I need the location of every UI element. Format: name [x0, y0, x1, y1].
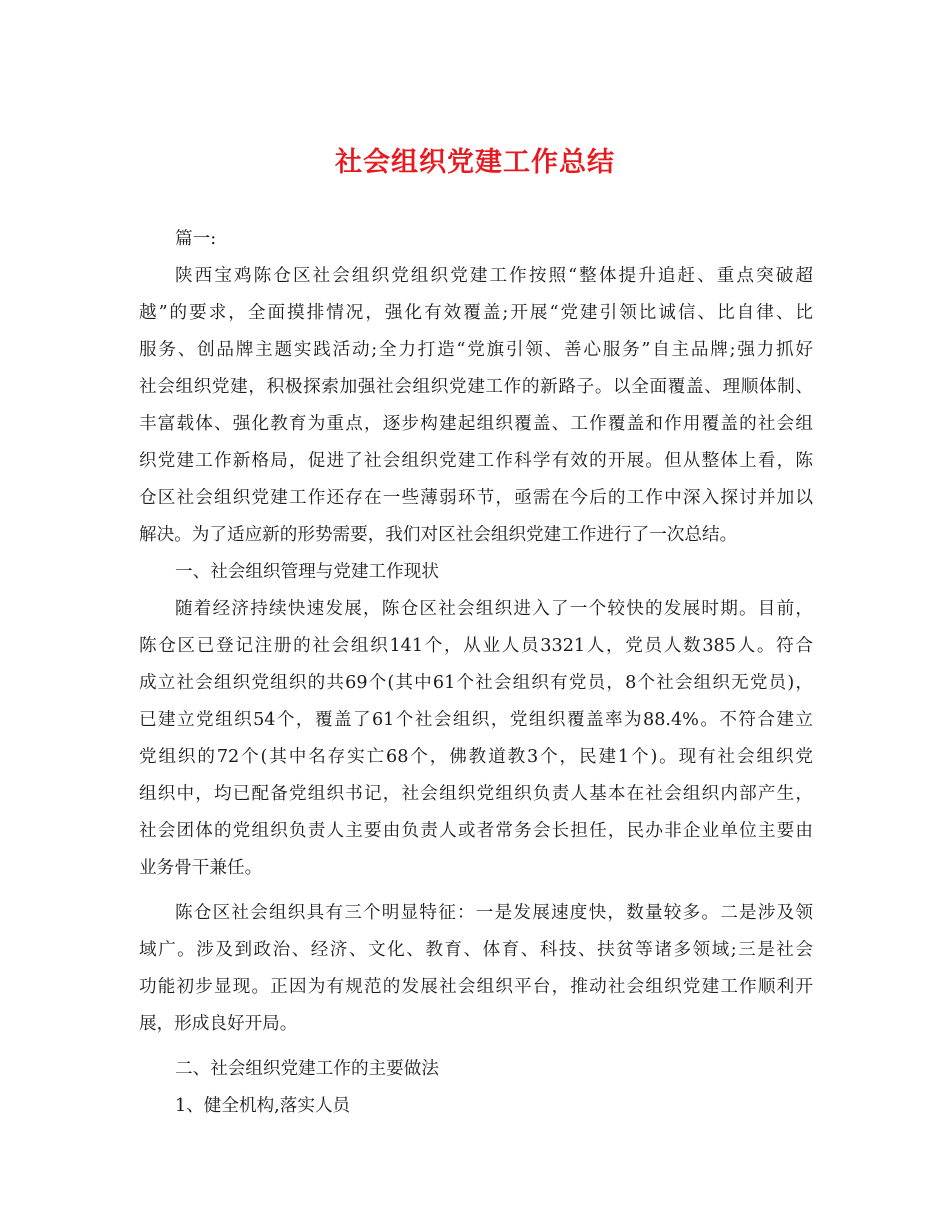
- paragraph-line: 陕西宝鸡陈仓区社会组织党组织党建工作按照“整体提升追赶、重点突破超: [175, 266, 813, 286]
- paragraph-line: 随着经济持续快速发展，陈仓区社会组织进入了一个较快的发展时期。目前，: [175, 599, 813, 619]
- paragraph-line: 成立社会组织党组织的共69个(其中61个社会组织有党员，8个社会组织无党员)，: [139, 673, 813, 693]
- paragraph-line: 社会组织党建，积极探索加强社会组织党建工作的新路子。以全面覆盖、理顺体制、: [139, 377, 813, 397]
- section-heading: 二、社会组织党建工作的主要做法: [175, 1059, 439, 1079]
- paragraph-line: 组织中，均已配备党组织书记，社会组织党组织负责人基本在社会组织内部产生，: [139, 784, 813, 804]
- paragraph-line: 解决。为了适应新的形势需要，我们对区社会组织党建工作进行了一次总结。: [139, 525, 738, 545]
- paragraph-line: 陈仓区社会组织具有三个明显特征：一是发展速度快，数量较多。二是涉及领: [175, 903, 813, 923]
- section-label: 篇一:: [175, 229, 217, 249]
- paragraph-line: 仓区社会组织党建工作还存在一些薄弱环节，亟需在今后的工作中深入探讨并加以: [139, 488, 813, 508]
- paragraph-line: 服务、创品牌主题实践活动;全力打造“党旗引领、善心服务”自主品牌;强力抓好: [139, 340, 813, 360]
- document-title: 社会组织党建工作总结: [335, 147, 615, 178]
- subsection-heading: 1、健全机构,落实人员: [175, 1096, 351, 1116]
- paragraph-line: 越”的要求，全面摸排情况，强化有效覆盖;开展“党建引领比诚信、比自律、比: [139, 303, 813, 323]
- paragraph-line: 社会团体的党组织负责人主要由负责人或者常务会长担任，民办非企业单位主要由: [139, 821, 813, 841]
- section-heading: 一、社会组织管理与党建工作现状: [175, 562, 439, 582]
- paragraph-line: 功能初步显现。正因为有规范的发展社会组织平台，推动社会组织党建工作顺利开: [139, 977, 813, 997]
- paragraph-line: 党组织的72个(其中名存实亡68个，佛教道教3个，民建1个)。现有社会组织党: [139, 747, 813, 767]
- paragraph-line: 展，形成良好开局。: [139, 1014, 298, 1034]
- paragraph-line: 域广。涉及到政治、经济、文化、教育、体育、科技、扶贫等诸多领域;三是社会: [139, 940, 813, 960]
- paragraph-line: 丰富载体、强化教育为重点，逐步构建起组织覆盖、工作覆盖和作用覆盖的社会组: [139, 414, 813, 434]
- paragraph-line: 已建立党组织54个，覆盖了61个社会组织，党组织覆盖率为88.4%。不符合建立: [139, 710, 813, 730]
- paragraph-line: 陈仓区已登记注册的社会组织141个，从业人员3321人，党员人数385人。符合: [139, 636, 813, 656]
- paragraph-line: 业务骨干兼任。: [139, 858, 263, 878]
- document-body: [139, 221, 813, 1125]
- paragraph-line: 织党建工作新格局，促进了社会组织党建工作科学有效的开展。但从整体上看，陈: [139, 451, 813, 471]
